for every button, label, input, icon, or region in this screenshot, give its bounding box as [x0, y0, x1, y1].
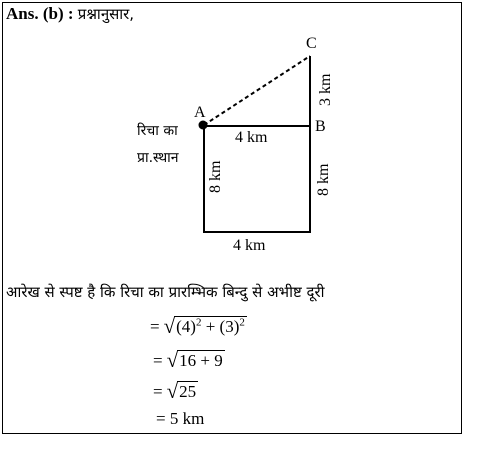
- step1-radical: [164, 316, 247, 337]
- answer-title: प्रश्नानुसार,: [77, 5, 135, 23]
- step1-plus: +: [201, 317, 220, 336]
- point-a-label: A: [194, 104, 206, 121]
- point-c-label: C: [306, 35, 317, 52]
- right-distance-label: 8 km: [315, 163, 332, 196]
- bc-distance-label: 3 km: [317, 73, 334, 106]
- ab-distance-label: 4 km: [235, 129, 268, 146]
- step3-radical: [167, 381, 199, 402]
- step1-term-b: (3): [219, 317, 240, 336]
- step2-radical: [167, 350, 225, 371]
- point-b-label: B: [315, 118, 326, 135]
- start-point-dot: [199, 121, 208, 130]
- step3-radicand: 25: [179, 382, 197, 401]
- sqrt-icon: √: [166, 348, 179, 372]
- sqrt-icon: √: [163, 314, 176, 338]
- solution-step-1: [150, 316, 247, 337]
- step1-term-a-exponent: 2: [195, 316, 202, 329]
- solution-step-2: [153, 350, 225, 371]
- start-label-line2: प्रा.स्थान: [137, 150, 179, 166]
- step2-equals: =: [153, 350, 163, 370]
- answer-label: Ans. (b) :: [6, 4, 74, 23]
- step2-radicand: 16 + 9: [179, 351, 223, 370]
- solution-step-3: [153, 381, 198, 402]
- step1-equals: =: [150, 316, 160, 336]
- bottom-distance-label: 4 km: [233, 237, 266, 254]
- step3-equals: =: [153, 381, 163, 401]
- step1-term-a: (4): [176, 317, 196, 336]
- step1-term-b-exponent: 2: [239, 316, 245, 329]
- solution-statement: आरेख से स्पष्ट है कि रिचा का प्रारम्भिक बिन्दु से अभीष्ट दूरी: [6, 283, 325, 301]
- start-label-line1: रिचा का: [137, 123, 178, 139]
- solution-step-4: = 5 km: [156, 409, 205, 428]
- left-distance-label: 8 km: [207, 160, 224, 193]
- ac-dashed-line: [204, 56, 310, 125]
- sqrt-icon: √: [166, 379, 179, 403]
- step1-radicand: [174, 316, 247, 337]
